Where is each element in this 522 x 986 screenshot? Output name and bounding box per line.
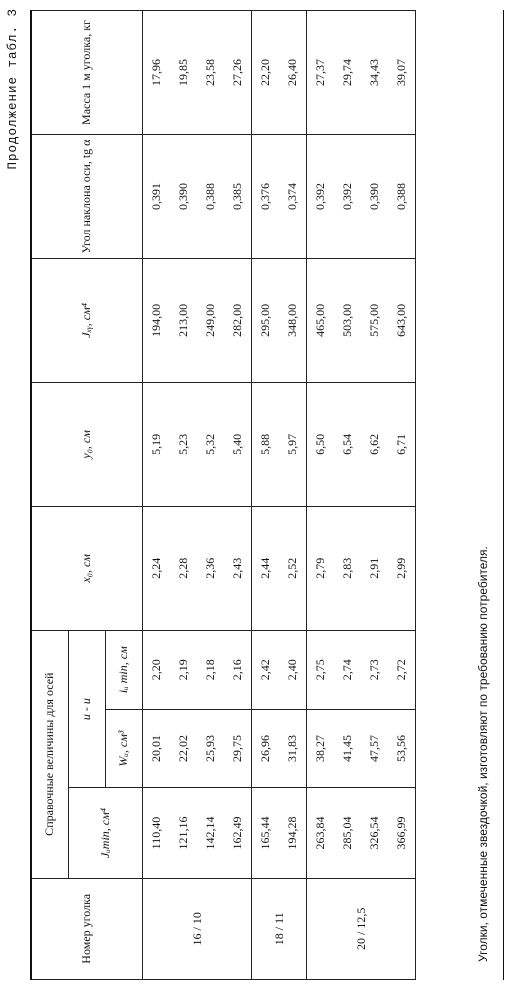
table-cell: 2,18 [197,630,224,709]
table-cell: 2,83 [334,506,361,630]
table-cell: 2,73 [361,630,388,709]
table-cell: 194,00 [143,258,171,382]
table-cell: 26,40 [279,11,307,135]
table-row [307,11,335,980]
table-cell: 39,07 [388,11,416,135]
header-reference-values: Справочные величины для осей [31,630,69,878]
table-cell: 2,52 [279,506,307,630]
table-row [361,11,388,980]
table-cell: 22,20 [252,11,280,135]
table-cell: 19,85 [170,11,197,135]
table-cell: 23,58 [197,11,224,135]
table-cell: 0,390 [170,135,197,259]
table-cell: 22,02 [170,709,197,788]
table-cell: 263,84 [307,788,335,878]
table-cell: 249,00 [197,258,224,382]
table-cell: 0,374 [279,135,307,259]
angle-number-cell: 20 / 12,5 [307,878,416,979]
table-cell: 2,44 [252,506,280,630]
table-cell: 2,36 [197,506,224,630]
table-row [224,11,252,980]
table-cell: 5,97 [279,382,307,506]
table-cell: 29,74 [334,11,361,135]
table-cell: 41,45 [334,709,361,788]
table-cell: 0,385 [224,135,252,259]
table-cell: 348,00 [279,258,307,382]
table-cell: 47,57 [361,709,388,788]
table-cell: 2,75 [307,630,335,709]
table-cell: 25,93 [197,709,224,788]
angle-number-cell: 18 / 11 [252,878,307,979]
header-jxy: Jₓᵧ, см⁴ [31,258,143,382]
table-cell: 6,62 [361,382,388,506]
header-angle-number: Номер уголка [31,878,143,979]
table-cell: 162,49 [224,788,252,878]
table-cell: 5,23 [170,382,197,506]
table-cell: 2,40 [279,630,307,709]
table-caption: Продолжение табл. 3 [6,8,20,170]
table-cell: 643,00 [388,258,416,382]
bottom-rule [503,10,504,980]
table-cell: 0,391 [143,135,171,259]
header-j-umin: Jᵤmin, см⁴ [69,788,143,878]
table-cell: 165,44 [252,788,280,878]
table-cell: 0,388 [197,135,224,259]
header-uu-axis: u - u [69,630,106,788]
header-y0: y₀, см [31,382,143,506]
table-cell: 27,26 [224,11,252,135]
header-w-u: Wᵤ, см³ [106,709,143,788]
table-cell: 34,43 [361,11,388,135]
table-cell: 6,71 [388,382,416,506]
table-row [197,11,224,980]
table-cell: 17,96 [143,11,171,135]
table-cell: 2,74 [334,630,361,709]
header-x0: x₀, см [31,506,143,630]
table-row [388,11,416,980]
table-row [170,11,197,980]
table-cell: 2,42 [252,630,280,709]
table-cell: 0,388 [388,135,416,259]
table-cell: 2,72 [388,630,416,709]
table-cell: 2,43 [224,506,252,630]
table-cell: 2,19 [170,630,197,709]
table-cell: 295,00 [252,258,280,382]
header-tilt-angle: Угол наклона оси, tg α [31,135,143,259]
table-cell: 2,79 [307,506,335,630]
table-cell: 0,390 [361,135,388,259]
table-row [279,11,307,980]
table-cell: 27,37 [307,11,335,135]
table-cell: 213,00 [170,258,197,382]
table-cell: 2,91 [361,506,388,630]
table-cell: 326,54 [361,788,388,878]
table-cell: 26,96 [252,709,280,788]
table-cell: 282,00 [224,258,252,382]
footnote: Уголки, отмеченные звездочкой, изготовляют по требованию потребителя. [476,546,490,962]
table-cell: 5,32 [197,382,224,506]
table-cell: 2,20 [143,630,171,709]
header-i-umin: iᵤ min, см [106,630,143,709]
table-cell: 38,27 [307,709,335,788]
angle-number-cell: 16 / 10 [143,878,252,979]
table-cell: 29,75 [224,709,252,788]
table-cell: 0,392 [334,135,361,259]
table-cell: 53,56 [388,709,416,788]
table-cell: 465,00 [307,258,335,382]
header-mass: Масса 1 м уголка, кг [31,11,143,135]
table-cell: 31,83 [279,709,307,788]
table-cell: 366,99 [388,788,416,878]
table-cell: 5,88 [252,382,280,506]
table-row [252,11,280,980]
table-body [143,11,416,980]
table-cell: 20,01 [143,709,171,788]
table-cell: 0,392 [307,135,335,259]
table-cell: 5,40 [224,382,252,506]
table-cell: 142,14 [197,788,224,878]
table-cell: 2,16 [224,630,252,709]
angle-properties-table [30,10,416,980]
table-row [143,11,171,980]
table-cell: 285,04 [334,788,361,878]
table-cell: 121,16 [170,788,197,878]
table-cell: 6,50 [307,382,335,506]
table-cell: 2,99 [388,506,416,630]
table-cell: 6,54 [334,382,361,506]
table-cell: 2,28 [170,506,197,630]
table-cell: 2,24 [143,506,171,630]
table-cell: 575,00 [361,258,388,382]
table-cell: 0,376 [252,135,280,259]
table-row [334,11,361,980]
table-cell: 110,40 [143,788,171,878]
table-cell: 503,00 [334,258,361,382]
table-cell: 5,19 [143,382,171,506]
table-cell: 194,28 [279,788,307,878]
